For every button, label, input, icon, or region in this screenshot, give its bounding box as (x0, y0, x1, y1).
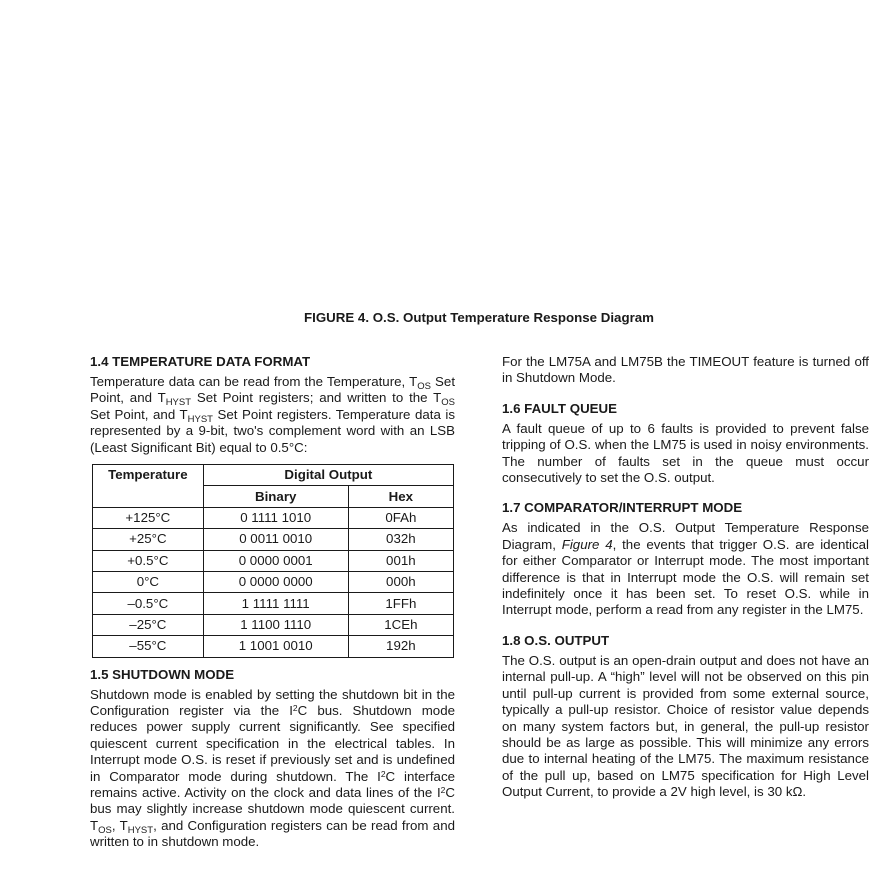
figure-4-reference: Figure 4 (561, 536, 613, 552)
cell-binary: 0 0011 0010 (203, 529, 348, 550)
temperature-data-table (92, 464, 454, 658)
fault-queue-paragraph: A fault queue of up to 6 faults is provided to prevent false tripping of O.S. when the LM75 is used in noisy environments. The number of faults set in the queue must occur consecutively to set the O.S. output. (502, 420, 869, 486)
cell-temperature: +25°C (93, 529, 204, 550)
cell-temperature: 0°C (93, 571, 204, 592)
cell-hex: 1FFh (348, 593, 453, 614)
cell-hex: 000h (348, 571, 453, 592)
cell-binary: 1 1001 0010 (203, 636, 348, 657)
heading-comparator-interrupt-mode: 1.7 COMPARATOR/INTERRUPT MODE (502, 500, 743, 516)
cell-temperature: –25°C (93, 614, 204, 635)
cell-hex: 001h (348, 550, 453, 571)
figure-caption: FIGURE 4. O.S. Output Temperature Response Diagram (304, 310, 654, 325)
heading-fault-queue: 1.6 FAULT QUEUE (502, 400, 618, 416)
shutdown-timeout-paragraph: For the LM75A and LM75B the TIMEOUT feature is turned off in Shutdown Mode. (502, 354, 869, 386)
cell-hex: 0FAh (348, 507, 453, 528)
table-row (93, 550, 454, 571)
cell-temperature: –0.5°C (93, 593, 204, 614)
right-column (502, 354, 869, 801)
cell-temperature: +125°C (93, 507, 204, 528)
shutdown-mode-paragraph: Shutdown mode is enabled by setting the shutdown bit in the Configuration register via the $I^2C$ bus. Shutdown mode reduces power supply current significantly. See specified quiescent current specification in the electrical tables. In Interrupt mode O.S. is reset if previously set and is undefined in Comparator mode during shutdown. The $I^2C$ interface remains active. Activity on the clock and data lines of the $I^2C$ bus may slightly increase shutdown mode quiescent current. $T_{OS}$, $T_{HYST}$, and Configuration registers can be read from and written to in shutdown mode. (90, 686, 455, 850)
cell-hex: 192h (348, 636, 453, 657)
os-output-paragraph: The O.S. output is an open-drain output and does not have an internal pull-up. A “high” level will not be observed on this pin until pull-up current is provided from some external source, typically a pull-up resistor. Choice of resistor value depends on many system factors but, in general, the pull-up resistor should be as large as possible. This will minimize any errors due to internal heating of the LM75. The maximum resistance of the pull up, based on LM75 specification for High Level Output Current, to provide a 2V high level, is 30 kΩ. (502, 652, 869, 800)
cell-binary: 0 1111 1010 (203, 507, 348, 528)
table-row (93, 593, 454, 614)
header-digital-output: Digital Output (203, 465, 453, 486)
heading-os-output: 1.8 O.S. OUTPUT (502, 632, 610, 648)
table-row (93, 529, 454, 550)
heading-temperature-data-format: 1.4 TEMPERATURE DATA FORMAT (90, 354, 311, 369)
header-hex: Hex (348, 486, 453, 507)
table-row (93, 507, 454, 528)
table-row (93, 571, 454, 592)
cell-binary: 1 1100 1110 (203, 614, 348, 635)
temperature-data-format-paragraph: Temperature data can be read from the Temperature, $T_{OS}$ Set Point, and $T_{HYST}$ Set Point registers; and written to the $T_{OS}$ Set Point, and $T_{HYST}$ Set Point registers. Temperature data is represented by a 9-bit, two's complement word with an LSB (Least Significant Bit) equal to 0.5°C: (90, 374, 456, 455)
left-column (90, 354, 455, 851)
cell-binary: 0 0000 0001 (203, 550, 348, 571)
figure-4-diagram-area (0, 0, 885, 300)
table-row (93, 636, 454, 657)
cell-temperature: –55°C (93, 636, 204, 657)
header-temperature: Temperature (93, 465, 204, 508)
heading-shutdown-mode: 1.5 SHUTDOWN MODE (90, 666, 235, 682)
cell-binary: 1 1111 1111 (203, 593, 348, 614)
cell-hex: 032h (348, 529, 453, 550)
cell-temperature: +0.5°C (93, 550, 204, 571)
header-binary: Binary (203, 486, 348, 507)
cell-hex: 1CEh (348, 614, 453, 635)
comparator-interrupt-paragraph: As indicated in the O.S. Output Temperature Response Diagram, Figure 4, the events that trigger O.S. are identical for either Comparator or Interrupt mode. The most important difference is that in Interrupt mode the O.S. will remain set indefinitely once it has been set. To reset O.S. while in Interrupt mode, perform a read from any register in the LM75. (502, 520, 869, 618)
table-row (93, 614, 454, 635)
cell-binary: 0 0000 0000 (203, 571, 348, 592)
